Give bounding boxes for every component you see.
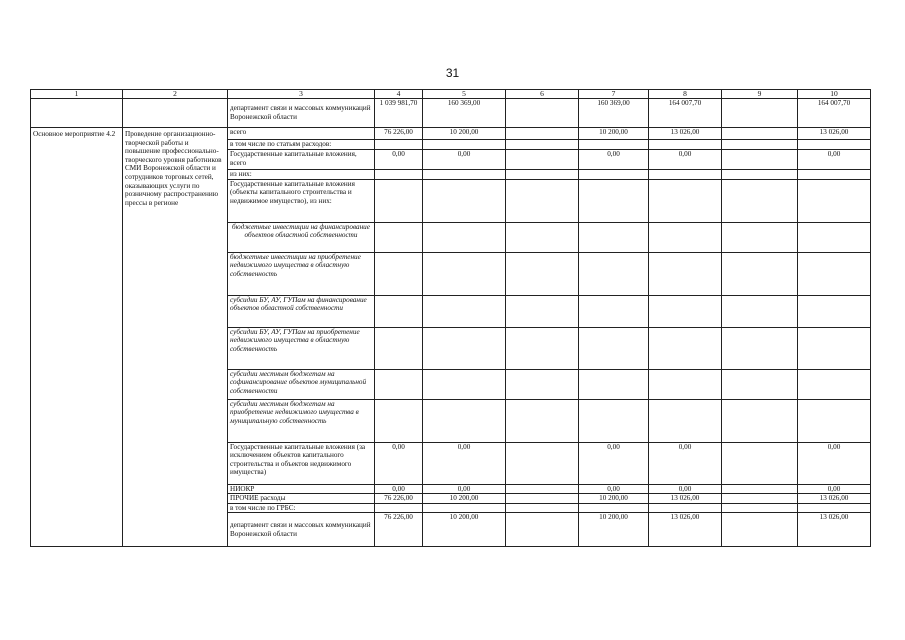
value-cell xyxy=(722,494,798,504)
value-cell xyxy=(649,179,722,222)
value-cell xyxy=(423,503,506,513)
value-cell xyxy=(798,327,871,369)
value-cell xyxy=(506,140,579,150)
value-cell xyxy=(375,399,423,442)
value-cell xyxy=(423,222,506,252)
header-col-2: 2 xyxy=(123,90,228,99)
row-label: субсидии БУ, АУ, ГУПам на приобретение недвижимого имущества в областную собственность xyxy=(228,327,375,369)
row-label: Государственные капитальные вложения, всего xyxy=(228,150,375,170)
value-cell: 1 039 981,70 xyxy=(375,99,423,128)
value-cell xyxy=(579,399,649,442)
value-cell: 160 369,00 xyxy=(579,99,649,128)
value-cell xyxy=(798,503,871,513)
value-cell xyxy=(375,327,423,369)
value-cell xyxy=(506,222,579,252)
measure-number: Основное мероприятие 4.2 xyxy=(31,128,123,547)
value-cell xyxy=(506,513,579,547)
value-cell: 160 369,00 xyxy=(423,99,506,128)
value-cell: 0,00 xyxy=(649,484,722,494)
value-cell: 0,00 xyxy=(423,484,506,494)
value-cell: 0,00 xyxy=(579,150,649,170)
value-cell xyxy=(423,369,506,399)
value-cell xyxy=(798,222,871,252)
row-label: субсидии местным бюджетам на софинансирование объектов муниципальной собственности xyxy=(228,369,375,399)
value-cell xyxy=(375,222,423,252)
value-cell xyxy=(649,140,722,150)
measure-title: Проведение организационно-творческой работы и повышение профессионально-творческого уровня работников СМИ Воронежской области и сотрудников торговых сетей, оказывающих услуги по розничному распространению прессы в регионе xyxy=(123,128,228,547)
value-cell xyxy=(506,327,579,369)
value-cell xyxy=(506,252,579,295)
value-cell: 76 226,00 xyxy=(375,513,423,547)
value-cell xyxy=(506,494,579,504)
row-label: ПРОЧИЕ расходы xyxy=(228,494,375,504)
value-cell xyxy=(649,327,722,369)
value-cell xyxy=(722,327,798,369)
value-cell xyxy=(506,179,579,222)
value-cell xyxy=(423,252,506,295)
value-cell xyxy=(722,99,798,128)
value-cell xyxy=(506,484,579,494)
value-cell xyxy=(375,252,423,295)
header-col-8: 8 xyxy=(649,90,722,99)
value-cell xyxy=(722,295,798,327)
header-row xyxy=(31,90,871,99)
value-cell xyxy=(798,140,871,150)
value-cell: 0,00 xyxy=(798,150,871,170)
value-cell xyxy=(375,369,423,399)
header-col-5: 5 xyxy=(423,90,506,99)
cell-empty xyxy=(123,99,228,128)
value-cell xyxy=(579,170,649,180)
value-cell xyxy=(506,150,579,170)
value-cell xyxy=(506,295,579,327)
value-cell: 13 026,00 xyxy=(649,494,722,504)
row-label: в том числе по ГРБС: xyxy=(228,503,375,513)
value-cell: 10 200,00 xyxy=(423,494,506,504)
value-cell: 164 007,70 xyxy=(798,99,871,128)
header-col-9: 9 xyxy=(722,90,798,99)
header-col-6: 6 xyxy=(506,90,579,99)
value-cell xyxy=(375,179,423,222)
value-cell: 76 226,00 xyxy=(375,128,423,140)
value-cell: 0,00 xyxy=(375,484,423,494)
value-cell xyxy=(722,484,798,494)
value-cell xyxy=(649,399,722,442)
value-cell xyxy=(375,295,423,327)
row-label: из них: xyxy=(228,170,375,180)
value-cell xyxy=(649,295,722,327)
value-cell: 164 007,70 xyxy=(649,99,722,128)
value-cell xyxy=(722,128,798,140)
page-number: 31 xyxy=(445,66,460,80)
value-cell xyxy=(722,442,798,484)
value-cell xyxy=(722,369,798,399)
value-cell: 13 026,00 xyxy=(649,513,722,547)
value-cell: 0,00 xyxy=(579,442,649,484)
value-cell xyxy=(423,179,506,222)
value-cell: 0,00 xyxy=(649,442,722,484)
value-cell: 10 200,00 xyxy=(423,513,506,547)
value-cell: 13 026,00 xyxy=(649,128,722,140)
header-col-3: 3 xyxy=(228,90,375,99)
header-col-1: 1 xyxy=(31,90,123,99)
value-cell: 0,00 xyxy=(798,484,871,494)
value-cell xyxy=(506,399,579,442)
value-cell: 76 226,00 xyxy=(375,494,423,504)
value-cell xyxy=(798,369,871,399)
row-label: НИОКР xyxy=(228,484,375,494)
header-col-10: 10 xyxy=(798,90,871,99)
row-label: Государственные капитальные вложения (за исключением объектов капитального строительства и объектов недвижимого имущества) xyxy=(228,442,375,484)
value-cell xyxy=(579,369,649,399)
value-cell xyxy=(722,252,798,295)
value-cell xyxy=(423,399,506,442)
value-cell xyxy=(375,170,423,180)
value-cell xyxy=(423,327,506,369)
value-cell xyxy=(722,150,798,170)
header-col-7: 7 xyxy=(579,90,649,99)
value-cell xyxy=(579,327,649,369)
value-cell xyxy=(722,140,798,150)
row-label: бюджетные инвестиции на приобретение недвижимого имущества в областную собственность xyxy=(228,252,375,295)
value-cell: 10 200,00 xyxy=(579,494,649,504)
value-cell xyxy=(722,179,798,222)
value-cell xyxy=(649,369,722,399)
value-cell xyxy=(506,369,579,399)
value-cell: 0,00 xyxy=(649,150,722,170)
value-cell xyxy=(722,503,798,513)
value-cell xyxy=(423,170,506,180)
value-cell: 0,00 xyxy=(423,150,506,170)
value-cell: 13 026,00 xyxy=(798,128,871,140)
row-label: Государственные капитальные вложения (объекты капитального строительства и недвижимое имущество), из них: xyxy=(228,179,375,222)
value-cell xyxy=(722,513,798,547)
value-cell xyxy=(506,170,579,180)
header-col-4: 4 xyxy=(375,90,423,99)
value-cell xyxy=(579,503,649,513)
table-row-dept-top xyxy=(31,99,871,128)
value-cell xyxy=(423,295,506,327)
budget-table xyxy=(30,89,871,547)
value-cell xyxy=(649,252,722,295)
value-cell: 13 026,00 xyxy=(798,513,871,547)
value-cell: 0,00 xyxy=(375,150,423,170)
value-cell xyxy=(579,252,649,295)
value-cell: 0,00 xyxy=(423,442,506,484)
table-row-total xyxy=(31,128,871,140)
value-cell xyxy=(798,399,871,442)
row-label: субсидии БУ, АУ, ГУПам на финансирование объектов областной собственности xyxy=(228,295,375,327)
value-cell: 13 026,00 xyxy=(798,494,871,504)
value-cell xyxy=(423,140,506,150)
value-cell xyxy=(649,222,722,252)
value-cell xyxy=(506,503,579,513)
value-cell xyxy=(649,170,722,180)
value-cell: 0,00 xyxy=(375,442,423,484)
value-cell: 10 200,00 xyxy=(579,513,649,547)
value-cell xyxy=(722,399,798,442)
value-cell xyxy=(722,222,798,252)
cell-empty xyxy=(31,99,123,128)
value-cell xyxy=(375,140,423,150)
value-cell xyxy=(579,179,649,222)
value-cell xyxy=(798,170,871,180)
value-cell xyxy=(798,295,871,327)
value-cell xyxy=(506,128,579,140)
value-cell: 10 200,00 xyxy=(579,128,649,140)
row-label: всего xyxy=(228,128,375,140)
row-label: департамент связи и массовых коммуникаций Воронежской области xyxy=(228,99,375,128)
row-label: субсидии местным бюджетам на приобретение недвижимого имущества в муниципальную собственность xyxy=(228,399,375,442)
value-cell xyxy=(798,179,871,222)
value-cell xyxy=(798,252,871,295)
value-cell: 0,00 xyxy=(798,442,871,484)
value-cell xyxy=(579,295,649,327)
row-label: в том числе по статьям расходов: xyxy=(228,140,375,150)
value-cell xyxy=(579,140,649,150)
value-cell xyxy=(375,503,423,513)
value-cell xyxy=(506,442,579,484)
row-label: департамент связи и массовых коммуникаций Воронежской области xyxy=(228,513,375,547)
value-cell xyxy=(722,170,798,180)
value-cell xyxy=(649,503,722,513)
value-cell: 10 200,00 xyxy=(423,128,506,140)
value-cell xyxy=(579,222,649,252)
value-cell xyxy=(506,99,579,128)
row-label: бюджетные инвестиции на финансирование объектов областной собственности xyxy=(228,222,375,252)
value-cell: 0,00 xyxy=(579,484,649,494)
